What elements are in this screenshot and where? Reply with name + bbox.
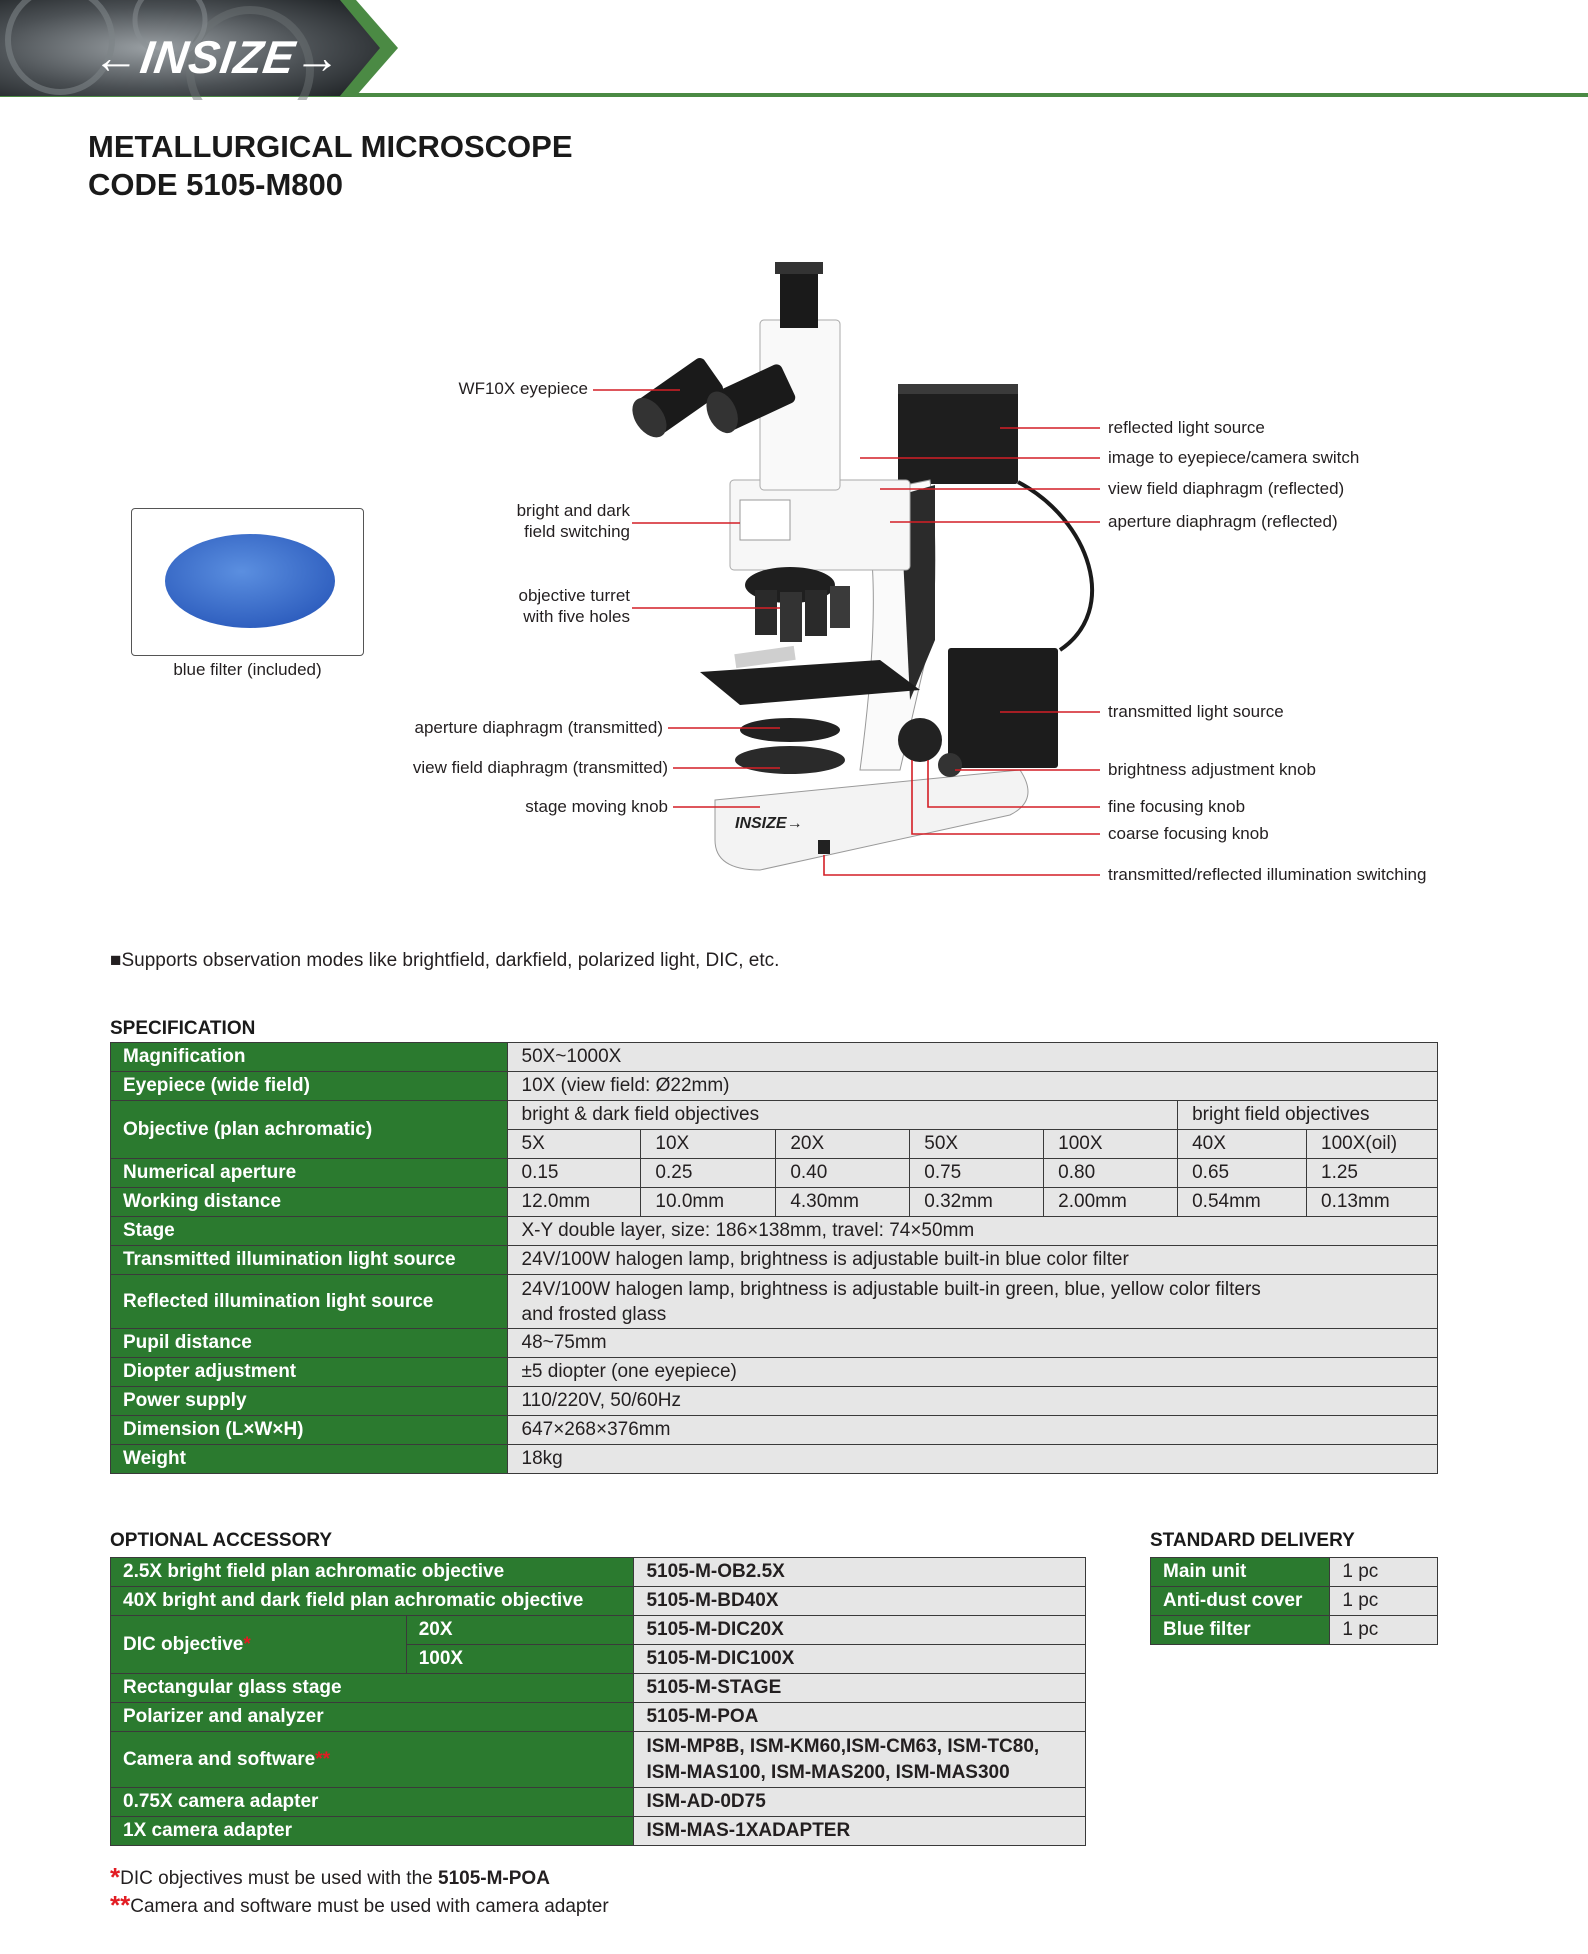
accessory-sublabel: 20X [406, 1616, 634, 1645]
accessory-code: 5105-M-POA [634, 1703, 1086, 1732]
callout-camera-switch: image to eyepiece/camera switch [1108, 448, 1360, 467]
logo-arrow-right-icon: → [291, 31, 346, 83]
asterisk-mark: * [110, 1862, 121, 1892]
spec-cell: 20X [776, 1130, 910, 1159]
accessory-code: 5105-M-OB2.5X [634, 1558, 1086, 1587]
accessory-code [634, 1732, 1086, 1788]
spec-cell: 0.32mm [910, 1188, 1044, 1217]
table-row [111, 1387, 1438, 1416]
table-row [111, 1246, 1438, 1275]
accessory-code: 5105-M-BD40X [634, 1587, 1086, 1616]
callout-stage-knob: stage moving knob [525, 797, 668, 816]
optional-title: OPTIONAL ACCESSORY [110, 1530, 333, 1551]
table-row [111, 1558, 1086, 1587]
table-row [111, 1217, 1438, 1246]
spec-label: Working distance [111, 1188, 508, 1217]
spec-cell: 0.75 [910, 1159, 1044, 1188]
spec-group-header: bright & dark field objectives [507, 1101, 1178, 1130]
accessory-label [111, 1732, 634, 1788]
accessory-code: 5105-M-DIC20X [634, 1616, 1086, 1645]
body-logo: INSIZE→ [735, 815, 803, 832]
accessory-label: 2.5X bright field plan achromatic objective [111, 1558, 634, 1587]
callout-eyepiece: WF10X eyepiece [458, 379, 588, 398]
callout-field-switching-line2: field switching [524, 522, 630, 541]
accessory-label: 40X bright and dark field plan achromatic objective [111, 1587, 634, 1616]
spec-value: 24V/100W halogen lamp, brightness is adjustable built-in blue color filter [507, 1246, 1438, 1275]
table-row [111, 1703, 1086, 1732]
table-row [111, 1329, 1438, 1358]
spec-label: Weight [111, 1445, 508, 1474]
asterisk-mark: * [243, 1633, 251, 1655]
table-row [1151, 1558, 1438, 1587]
spec-value: 647×268×376mm [507, 1416, 1438, 1445]
delivery-item: Anti-dust cover [1151, 1587, 1330, 1616]
spec-cell: 40X [1178, 1130, 1307, 1159]
spec-cell: 1.25 [1307, 1159, 1438, 1188]
spec-cell: 4.30mm [776, 1188, 910, 1217]
spec-value: 50X~1000X [507, 1043, 1438, 1072]
accessory-code: ISM-AD-0D75 [634, 1788, 1086, 1817]
spec-cell: 0.54mm [1178, 1188, 1307, 1217]
camera-codes-line1: ISM-MP8B, ISM-KM60,ISM-CM63, ISM-TC80, [646, 1735, 1040, 1757]
callout-turret-line1: objective turret [518, 586, 630, 605]
callout-view-field-reflected: view field diaphragm (reflected) [1108, 479, 1345, 498]
table-row [111, 1616, 1086, 1645]
table-row [111, 1788, 1086, 1817]
accessory-label: Polarizer and analyzer [111, 1703, 634, 1732]
delivery-qty: 1 pc [1330, 1558, 1438, 1587]
table-row [111, 1732, 1086, 1788]
table-row [111, 1445, 1438, 1474]
optional-table [110, 1557, 1086, 1846]
spec-label: Pupil distance [111, 1329, 508, 1358]
table-row [1151, 1587, 1438, 1616]
table-row [111, 1072, 1438, 1101]
logo-wordmark: INSIZE [137, 31, 299, 83]
callout-field-switching-line1: bright and dark [516, 501, 630, 520]
table-row [111, 1101, 1438, 1130]
table-row [111, 1275, 1438, 1329]
callout-reflected-source: reflected light source [1108, 418, 1265, 437]
delivery-item: Main unit [1151, 1558, 1330, 1587]
blue-filter-image [132, 509, 365, 657]
spec-label: Eyepiece (wide field) [111, 1072, 508, 1101]
spec-value-line1: 24V/100W halogen lamp, brightness is adjustable built-in green, blue, yellow color filters [521, 1278, 1261, 1300]
camera-label-text: Camera and software [123, 1748, 316, 1770]
table-row [111, 1159, 1438, 1188]
spec-label: Stage [111, 1217, 508, 1246]
table-row [111, 1674, 1086, 1703]
spec-cell: 10X [641, 1130, 776, 1159]
delivery-qty: 1 pc [1330, 1587, 1438, 1616]
standard-title: STANDARD DELIVERY [1150, 1530, 1355, 1551]
standard-table [1150, 1557, 1438, 1645]
spec-value: ±5 diopter (one eyepiece) [507, 1358, 1438, 1387]
table-row [111, 1043, 1438, 1072]
spec-cell: 50X [910, 1130, 1044, 1159]
spec-label: Objective (plan achromatic) [111, 1101, 508, 1159]
feature-bullet-text: Supports observation modes like brightfield, darkfield, polarized light, DIC, etc. [121, 950, 780, 971]
spec-cell: 2.00mm [1044, 1188, 1178, 1217]
callout-fine-focus: fine focusing knob [1108, 797, 1246, 816]
spec-cell: 0.65 [1178, 1159, 1307, 1188]
spec-cell: 100X [1044, 1130, 1178, 1159]
feature-bullet [110, 950, 779, 972]
table-row [1151, 1616, 1438, 1645]
table-row [111, 1416, 1438, 1445]
spec-label: Power supply [111, 1387, 508, 1416]
camera-codes-line2: ISM-MAS100, ISM-MAS200, ISM-MAS300 [646, 1761, 1010, 1783]
footnote-text: DIC objectives must be used with the [120, 1868, 438, 1889]
spec-label: Numerical aperture [111, 1159, 508, 1188]
callout-transmitted-source: transmitted light source [1108, 702, 1284, 721]
callout-turret-line2: with five holes [523, 607, 630, 626]
spec-cell: 5X [507, 1130, 641, 1159]
spec-cell: 12.0mm [507, 1188, 641, 1217]
footnote-dic [110, 1862, 550, 1893]
spec-value: X-Y double layer, size: 186×138mm, travel: 74×50mm [507, 1217, 1438, 1246]
callout-aperture-transmitted: aperture diaphragm (transmitted) [414, 718, 663, 737]
spec-cell: 0.25 [641, 1159, 776, 1188]
spec-cell: 0.80 [1044, 1159, 1178, 1188]
delivery-qty: 1 pc [1330, 1616, 1438, 1645]
spec-value [507, 1275, 1438, 1329]
table-row [111, 1587, 1086, 1616]
callout-coarse-focus: coarse focusing knob [1108, 824, 1269, 843]
callout-view-field-transmitted: view field diaphragm (transmitted) [412, 758, 668, 777]
spec-value-line2: and frosted glass [521, 1303, 667, 1325]
spec-cell: 0.40 [776, 1159, 910, 1188]
spec-label: Diopter adjustment [111, 1358, 508, 1387]
spec-value: 48~75mm [507, 1329, 1438, 1358]
logo-arrow-left-icon: ← [90, 31, 145, 83]
footnote-code: 5105-M-POA [438, 1868, 550, 1889]
callout-illumination-switch: transmitted/reflected illumination switching [1108, 865, 1427, 884]
spec-group-header: bright field objectives [1178, 1101, 1438, 1130]
spec-cell: 10.0mm [641, 1188, 776, 1217]
accessory-label: Rectangular glass stage [111, 1674, 634, 1703]
footnote-text: Camera and software must be used with camera adapter [130, 1896, 609, 1917]
square-bullet-icon: ■ [110, 950, 122, 971]
spec-cell: 0.15 [507, 1159, 641, 1188]
callout-aperture-reflected: aperture diaphragm (reflected) [1108, 512, 1338, 531]
table-row [111, 1817, 1086, 1846]
blue-filter-caption: blue filter (included) [173, 660, 322, 679]
spec-label: Reflected illumination light source [111, 1275, 508, 1329]
spec-value: 10X (view field: Ø22mm) [507, 1072, 1438, 1101]
accessory-label: 1X camera adapter [111, 1817, 634, 1846]
spec-title: SPECIFICATION [110, 1018, 256, 1039]
spec-cell: 100X(oil) [1307, 1130, 1438, 1159]
accessory-label: 0.75X camera adapter [111, 1788, 634, 1817]
microscope-illustration [0, 0, 1588, 960]
accessory-sublabel: 100X [406, 1645, 634, 1674]
table-row [111, 1188, 1438, 1217]
delivery-item: Blue filter [1151, 1616, 1330, 1645]
title-line-code: CODE 5105-M800 [88, 167, 344, 202]
spec-cell: 0.13mm [1307, 1188, 1438, 1217]
spec-value: 110/220V, 50/60Hz [507, 1387, 1438, 1416]
spec-table [110, 1042, 1438, 1474]
spec-label: Transmitted illumination light source [111, 1246, 508, 1275]
accessory-code: 5105-M-DIC100X [634, 1645, 1086, 1674]
footnote-camera [110, 1890, 609, 1921]
accessory-code: 5105-M-STAGE [634, 1674, 1086, 1703]
callout-turret [440, 585, 630, 627]
spec-value: 18kg [507, 1445, 1438, 1474]
spec-label: Magnification [111, 1043, 508, 1072]
double-asterisk-mark: ** [110, 1890, 131, 1920]
accessory-code: ISM-MAS-1XADAPTER [634, 1817, 1086, 1846]
title-line-product: METALLURGICAL MICROSCOPE [88, 129, 573, 164]
callout-field-switching [440, 500, 630, 542]
double-asterisk-mark: ** [315, 1748, 330, 1770]
callout-brightness-knob: brightness adjustment knob [1108, 760, 1316, 779]
table-row [111, 1358, 1438, 1387]
dic-label-text: DIC objective [123, 1633, 244, 1655]
accessory-label [111, 1616, 407, 1674]
blue-filter-box [131, 508, 364, 656]
spec-label: Dimension (L×W×H) [111, 1416, 508, 1445]
